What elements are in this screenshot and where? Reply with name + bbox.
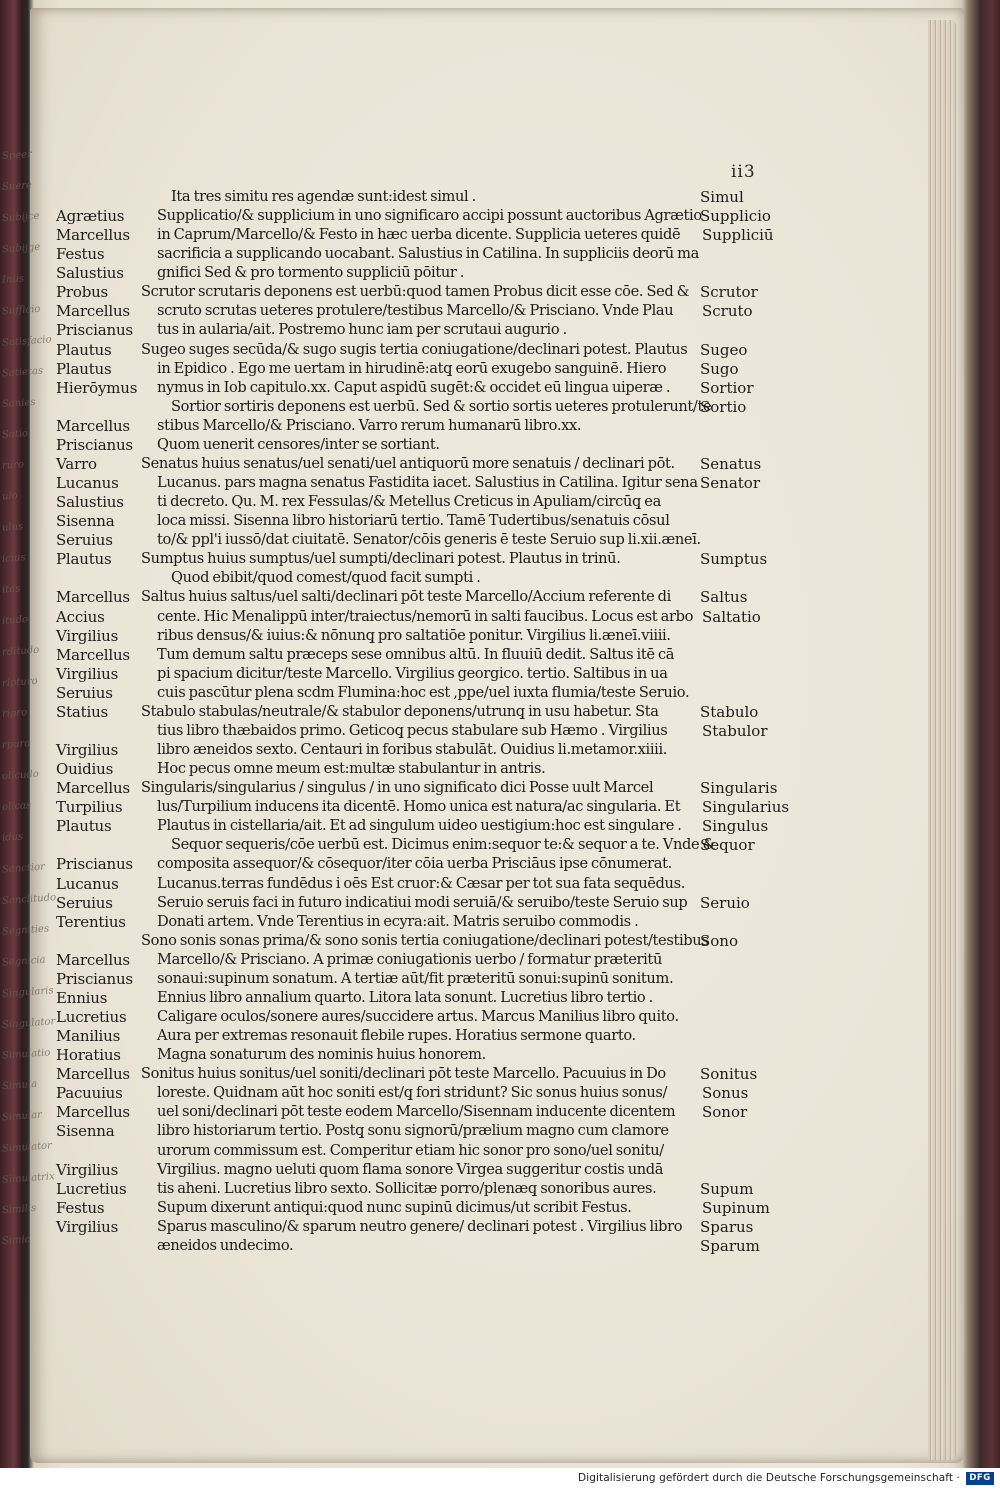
text-line: Seruio seruis faci in futuro indicatiui modi seruiā/& seruibo/teste Seruio sup [157,894,688,911]
text-line: tus in aularia/ait. Postremo hunc iam per scrutaui augurio . [157,321,567,338]
gutter-fragment: Inus [1,273,25,286]
gutter-fragment: Simulator [1,1140,53,1155]
margin-authority-name: Marcellus [56,779,130,797]
margin-keyword: Saltatio [702,608,761,626]
gutter-bleed-through [0,148,57,1300]
text-line: ribus densus/& iuius:& nōnunq̧ pro saltatiōe ponitur. Virgilius li.æneī.viiii. [157,627,671,644]
margin-authority-name: Seruius [56,684,113,702]
margin-keyword: Senator [700,474,760,492]
gutter-fragment: Sanies [1,396,36,411]
text-line: Hoc pecus omne meum est:multæ stabulantur in antris. [157,760,546,777]
margin-authority-name: Statius [56,703,109,721]
text-line: æneidos undecimo. [157,1237,294,1254]
margin-keyword: Saltus [700,588,748,606]
gutter-fragment: Speer [1,148,33,163]
gutter-fragment: Simulatrix [1,1171,56,1186]
text-line: loreste. Quidnam aūt hoc soniti est/q̧ fori stridunt? Sic sonus huius sonus/ [157,1084,668,1101]
text-line: Lucanus. pars magna senatus Fastidita iacet. Salustius in Catilina. Igitur sena [157,474,698,491]
text-line: urorum commissum est. Comperitur etiam hic sonor pro sono/uel sonitu/ [157,1142,664,1159]
margin-authority-name: Marcellus [56,588,130,606]
text-line: Caligare oculos/sonere aures/succidere artus. Marcus Manilius libro quito. [157,1008,679,1025]
margin-authority-name: Plautus [56,360,112,378]
text-line: cuis pascūtur plena scdm Flumina:hoc est ,ppe/uel iuxta flumia/teste Seruio. [157,684,690,701]
margin-keyword: Stabulor [702,722,768,740]
gutter-fragment: Sanctior [1,861,46,876]
gutter-fragment: rditudo [1,644,40,659]
gutter-fragment: rpura [1,738,31,751]
text-line: Sortior sortiris deponens est uerbū. Sed & sortio sortis ueteres protulerunt/te [171,398,712,415]
gutter-fragment: olicudo [1,768,40,783]
text-line: Lucanus.terras fundēdus i oēs Est cruor:& Cæsar per tot sua fata sequēdus. [157,875,686,892]
text-line: ti decreto. Qu. M. rex Fessulas/& Metellus Creticus in Apuliam/circūq̧ ea [157,493,661,510]
margin-authority-name: Pacuuius [56,1084,123,1102]
gutter-fragment: ruro [1,459,25,472]
text-line: Sono sonis sonas prima/& sono sonis tertia coniugatione/declinari potest/testibus [141,932,709,949]
margin-authority-name: Priscianus [56,321,133,339]
margin-keyword: Sono [700,932,738,950]
margin-authority-name: Virgilius [56,627,119,645]
text-line: Ita tres simitu res agendæ sunt:idest simul . [171,188,476,205]
margin-authority-name: Priscianus [56,970,133,988]
gutter-fragment: Segnities [1,923,50,938]
text-line: tius libro thæbaidos primo. Geticoq̧ pecus stabulare sub Hæmo . Virgilius [157,722,668,739]
margin-authority-name: Plautus [56,341,112,359]
margin-authority-name: Marcellus [56,951,130,969]
margin-authority-name: Plautus [56,550,112,568]
margin-authority-name: Lucretius [56,1180,127,1198]
margin-keyword: Singularis [700,779,778,797]
gutter-fragment: Segnicia [1,954,46,969]
text-line: tis aheni. Lucretius libro sexto. Sollicitæ porro/plenæq̧ sonoribus aures. [157,1180,657,1197]
gutter-fragment: Subijge [1,241,41,256]
margin-authority-name: Varro [56,455,97,473]
margin-authority-name: Manilius [56,1027,121,1045]
text-line: libro historiarum tertio. Postq̧ sonu signorū/prælium magno cum clamore [157,1122,669,1139]
dfg-logo-icon: DFG [966,1472,994,1485]
text-line: lus/Turpilium inducens ita dicentē. Homo unica est natura/ac singularia. Et [157,798,681,815]
text-line: pi spacium dicitur/teste Marcello. Virgilius georgico. tertio. Saltibus in ua [157,665,668,682]
margin-keyword: Sequor [700,836,755,854]
margin-authority-name: Marcellus [56,1103,130,1121]
margin-authority-name: Virgilius [56,1161,119,1179]
margin-authority-name: Probus [56,283,109,301]
text-line: Sparus masculino/& sparum neutro genere/ declinari potest . Virgilius libro [157,1218,683,1235]
text-line: Donati artem. Vnde Terentius in ecyra:ait. Matris seruibo commodis . [157,913,639,930]
text-line: scruto scrutas ueteres protulere/testibus Marcello/& Prisciano. Vnde Plau [157,302,674,319]
folio-number: ii3 [731,162,756,182]
text-line: uel soni/declinari pōt teste eodem Marcello/Sisennam inducente dicentem [157,1103,676,1120]
margin-keyword: Supinum [702,1199,770,1217]
gutter-fragment: itas [1,583,21,596]
margin-keyword: Scrutor [700,283,758,301]
margin-authority-name: Virgilius [56,741,119,759]
margin-authority-name: Ouidius [56,760,114,778]
margin-authority-name: Festus [56,1199,105,1217]
gutter-fragment: itudo [1,614,29,627]
gutter-fragment: Simia [1,1234,32,1247]
text-line: nymus in Iob capitulo.xx. Caput aspidū sugēt:& occidet eū lingua uiperæ . [157,379,671,396]
text-line: in Caprum/Marcello/& Festo in hæc uerba dicente. Supplicia ueteres quidē [157,226,681,243]
margin-keyword: Supplicio [700,207,771,225]
margin-authority-name: Priscianus [56,436,133,454]
gutter-fragment: Simular [1,1109,43,1124]
text-line: Plautus in cistellaria/ait. Et ad singulum uideo uestigium:hoc est singulare . [157,817,682,834]
margin-keyword: Sparus [700,1218,754,1236]
margin-authority-name: Marcellus [56,646,130,664]
margin-keyword: Sugo [700,360,739,378]
margin-authority-name: Marcellus [56,302,130,320]
text-line: Sonitus huius sonitus/uel soniti/declinari pōt teste Marcello. Pacuuius in Do [141,1065,666,1082]
gutter-fragment: Satisfacio [1,334,52,349]
margin-authority-name: Marcellus [56,226,130,244]
text-line: in Epidico . Ego me uertam in hirudinē:atq̧ eorū exugebo sanguinē. Hiero [157,360,667,377]
text-line: composita assequor/& cōsequor/iter cōia uerba Prisciāus ipse cōnumerat. [157,855,672,872]
gutter-fragment: ripro [1,707,28,720]
margin-keyword: Sonitus [700,1065,758,1083]
margin-keyword: Singulus [702,817,769,835]
text-line: cente. Hic Menalippū inter/traiectus/nemorū in salti faucibus. Locus est arbo [157,608,694,625]
margin-authority-name: Festus [56,245,105,263]
margin-keyword: Sumptus [700,550,768,568]
margin-keyword: Stabulo [700,703,759,721]
margin-keyword: Seruio [700,894,750,912]
text-line: Marcello/& Prisciano. A primæ coniugationis uerbo / formatur præteritū [157,951,662,968]
margin-authority-name: Priscianus [56,855,133,873]
gutter-fragment: Singulator [1,1016,56,1031]
margin-keyword: Singularius [702,798,790,816]
digitization-credit-bar [0,1468,1000,1490]
gutter-fragment: Sanclitudo [1,892,57,907]
text-line: Virgilius. magno ueluti quom flama sonore Virgea suggeritur costis undā [157,1161,664,1178]
margin-keyword: Sonor [702,1103,748,1121]
text-line: Singularis/singularius / singulus / in uno significato dici Posse uult Marcel [141,779,654,796]
margin-authority-name: Accius [56,608,105,626]
text-line: loca missi. Sisenna libro historiarū tertio. Tamē Tudertibus/senatuis cōsul [157,512,670,529]
margin-keyword: Sugeo [700,341,748,359]
gutter-fragment: Satietas [1,365,44,380]
text-line: Tum demum saltu præceps sese omnibus altū. In fluuiū dedit. Saltus itē cā [157,646,675,663]
gutter-fragment: Suere [1,179,33,194]
gutter-fragment: Sufficio [1,303,41,318]
text-line: Magna sonaturum des nominis huius honorem. [157,1046,486,1063]
gutter-fragment: Subijce [1,210,40,225]
gutter-fragment: Satio [1,428,29,441]
gutter-fragment: idus [1,831,24,844]
text-line: Supum dixerunt antiqui:quod nunc supinū dicimus/ut scribit Festus. [157,1199,632,1216]
margin-authority-name: Sisenna [56,512,115,530]
text-line: Sequor sequeris/cōe uerbū est. Dicimus enim:sequor te:& sequor a te. Vnde & [171,836,716,853]
text-line: sonaui:supinum sonatum. A tertiæ aūt/fit præteritū sonui:supinū sonitum. [157,970,674,987]
gutter-fragment: Singularis [1,985,54,1000]
text-line: Stabulo stabulas/neutrale/& stabulor deponens/utrunq̧ in usu habetur. Sta [141,703,659,720]
margin-authority-name: Agrætius [56,207,125,225]
margin-authority-name: Marcellus [56,1065,130,1083]
margin-authority-name: Terentius [56,913,126,931]
margin-authority-name: Virgilius [56,1218,119,1236]
text-line: stibus Marcello/& Prisciano. Varro rerum humanarū libro.xx. [157,417,582,434]
gutter-fragment: Similis [1,1202,37,1217]
margin-keyword: Simul [700,188,744,206]
text-line: Saltus huius saltus/uel salti/declinari pōt teste Marcello/Accium referente di [141,588,671,605]
margin-keyword: Sortior [700,379,754,397]
margin-authority-name: Lucanus [56,875,119,893]
text-line: Senatus huius senatus/uel senati/uel antiquorū more senatuis / declinari pōt. [141,455,675,472]
gutter-fragment: Simulatio [1,1047,51,1062]
margin-authority-name: Salustius [56,264,124,282]
margin-authority-name: Seruius [56,531,113,549]
margin-authority-name: Lucretius [56,1008,127,1026]
margin-authority-name: Salustius [56,493,124,511]
margin-keyword: Suppliciū [702,226,774,244]
gutter-fragment: olicas [1,799,32,814]
margin-keyword: Senatus [700,455,762,473]
margin-authority-name: Seruius [56,894,113,912]
text-line: Ennius libro annalium quarto. Litora lata sonunt. Lucretius libro tertio . [157,989,653,1006]
margin-keyword: Sparum [700,1237,760,1255]
text-line: Sumptus huius sumptus/uel sumpti/declinari potest. Plautus in trinū. [141,550,621,567]
margin-authority-name: Turpilius [56,798,123,816]
gutter-fragment: Simula [1,1078,38,1093]
text-line: gnifici Sed & pro tormento suppliciū pōitur . [157,264,465,281]
gutter-fragment: ripturo [1,675,38,690]
margin-keyword: Sortio [700,398,747,416]
margin-authority-name: Lucanus [56,474,119,492]
gutter-fragment: ulus [1,521,24,534]
text-line: Quod ebibit/quod comest/quod facit sumpti . [171,569,481,586]
margin-authority-name: Virgilius [56,665,119,683]
gutter-fragment: ulo [1,490,19,503]
margin-authority-name: Plautus [56,817,112,835]
credit-text: Digitalisierung gefördert durch die Deutsche Forschungsgemeinschaft · [578,1472,960,1484]
margin-keyword: Sonus [702,1084,749,1102]
margin-authority-name: Ennius [56,989,108,1007]
text-line: Scrutor scrutaris deponens est uerbū:quod tamen Probus dicit esse cōe. Sed & [141,283,690,300]
gutter-fragment: icius [1,552,26,565]
text-line: Aura per extremas resonauit flebile rupes. Horatius sermone quarto. [157,1027,636,1044]
margin-keyword: Supum [700,1180,754,1198]
margin-authority-name: Hierōymus [56,379,138,397]
margin-authority-name: Sisenna [56,1122,115,1140]
text-line: to/& ppl'i iussō/dat ciuitatē. Senator/cōis generis ē teste Seruio sup li.xii.æneī. [157,531,701,548]
margin-authority-name: Marcellus [56,417,130,435]
margin-authority-name: Horatius [56,1046,121,1064]
text-line: Sugeo suges secūda/& sugo sugis tertia coniugatione/declinari potest. Plautus [141,341,688,358]
page-edges [928,20,956,1460]
text-line: sacrificia a supplicando uocabant. Salustius in Catilina. In suppliciis deorū ma [157,245,699,262]
text-line: libro æneidos sexto. Centauri in foribus stabulāt. Ouidius li.metamor.xiiii. [157,741,668,758]
text-line: Quom uenerit censores/inter se sortiant. [157,436,440,453]
text-line: Supplicatio/& supplicium in uno significaro accipi possunt auctoribus Agrætio [157,207,702,224]
margin-keyword: Scruto [702,302,753,320]
